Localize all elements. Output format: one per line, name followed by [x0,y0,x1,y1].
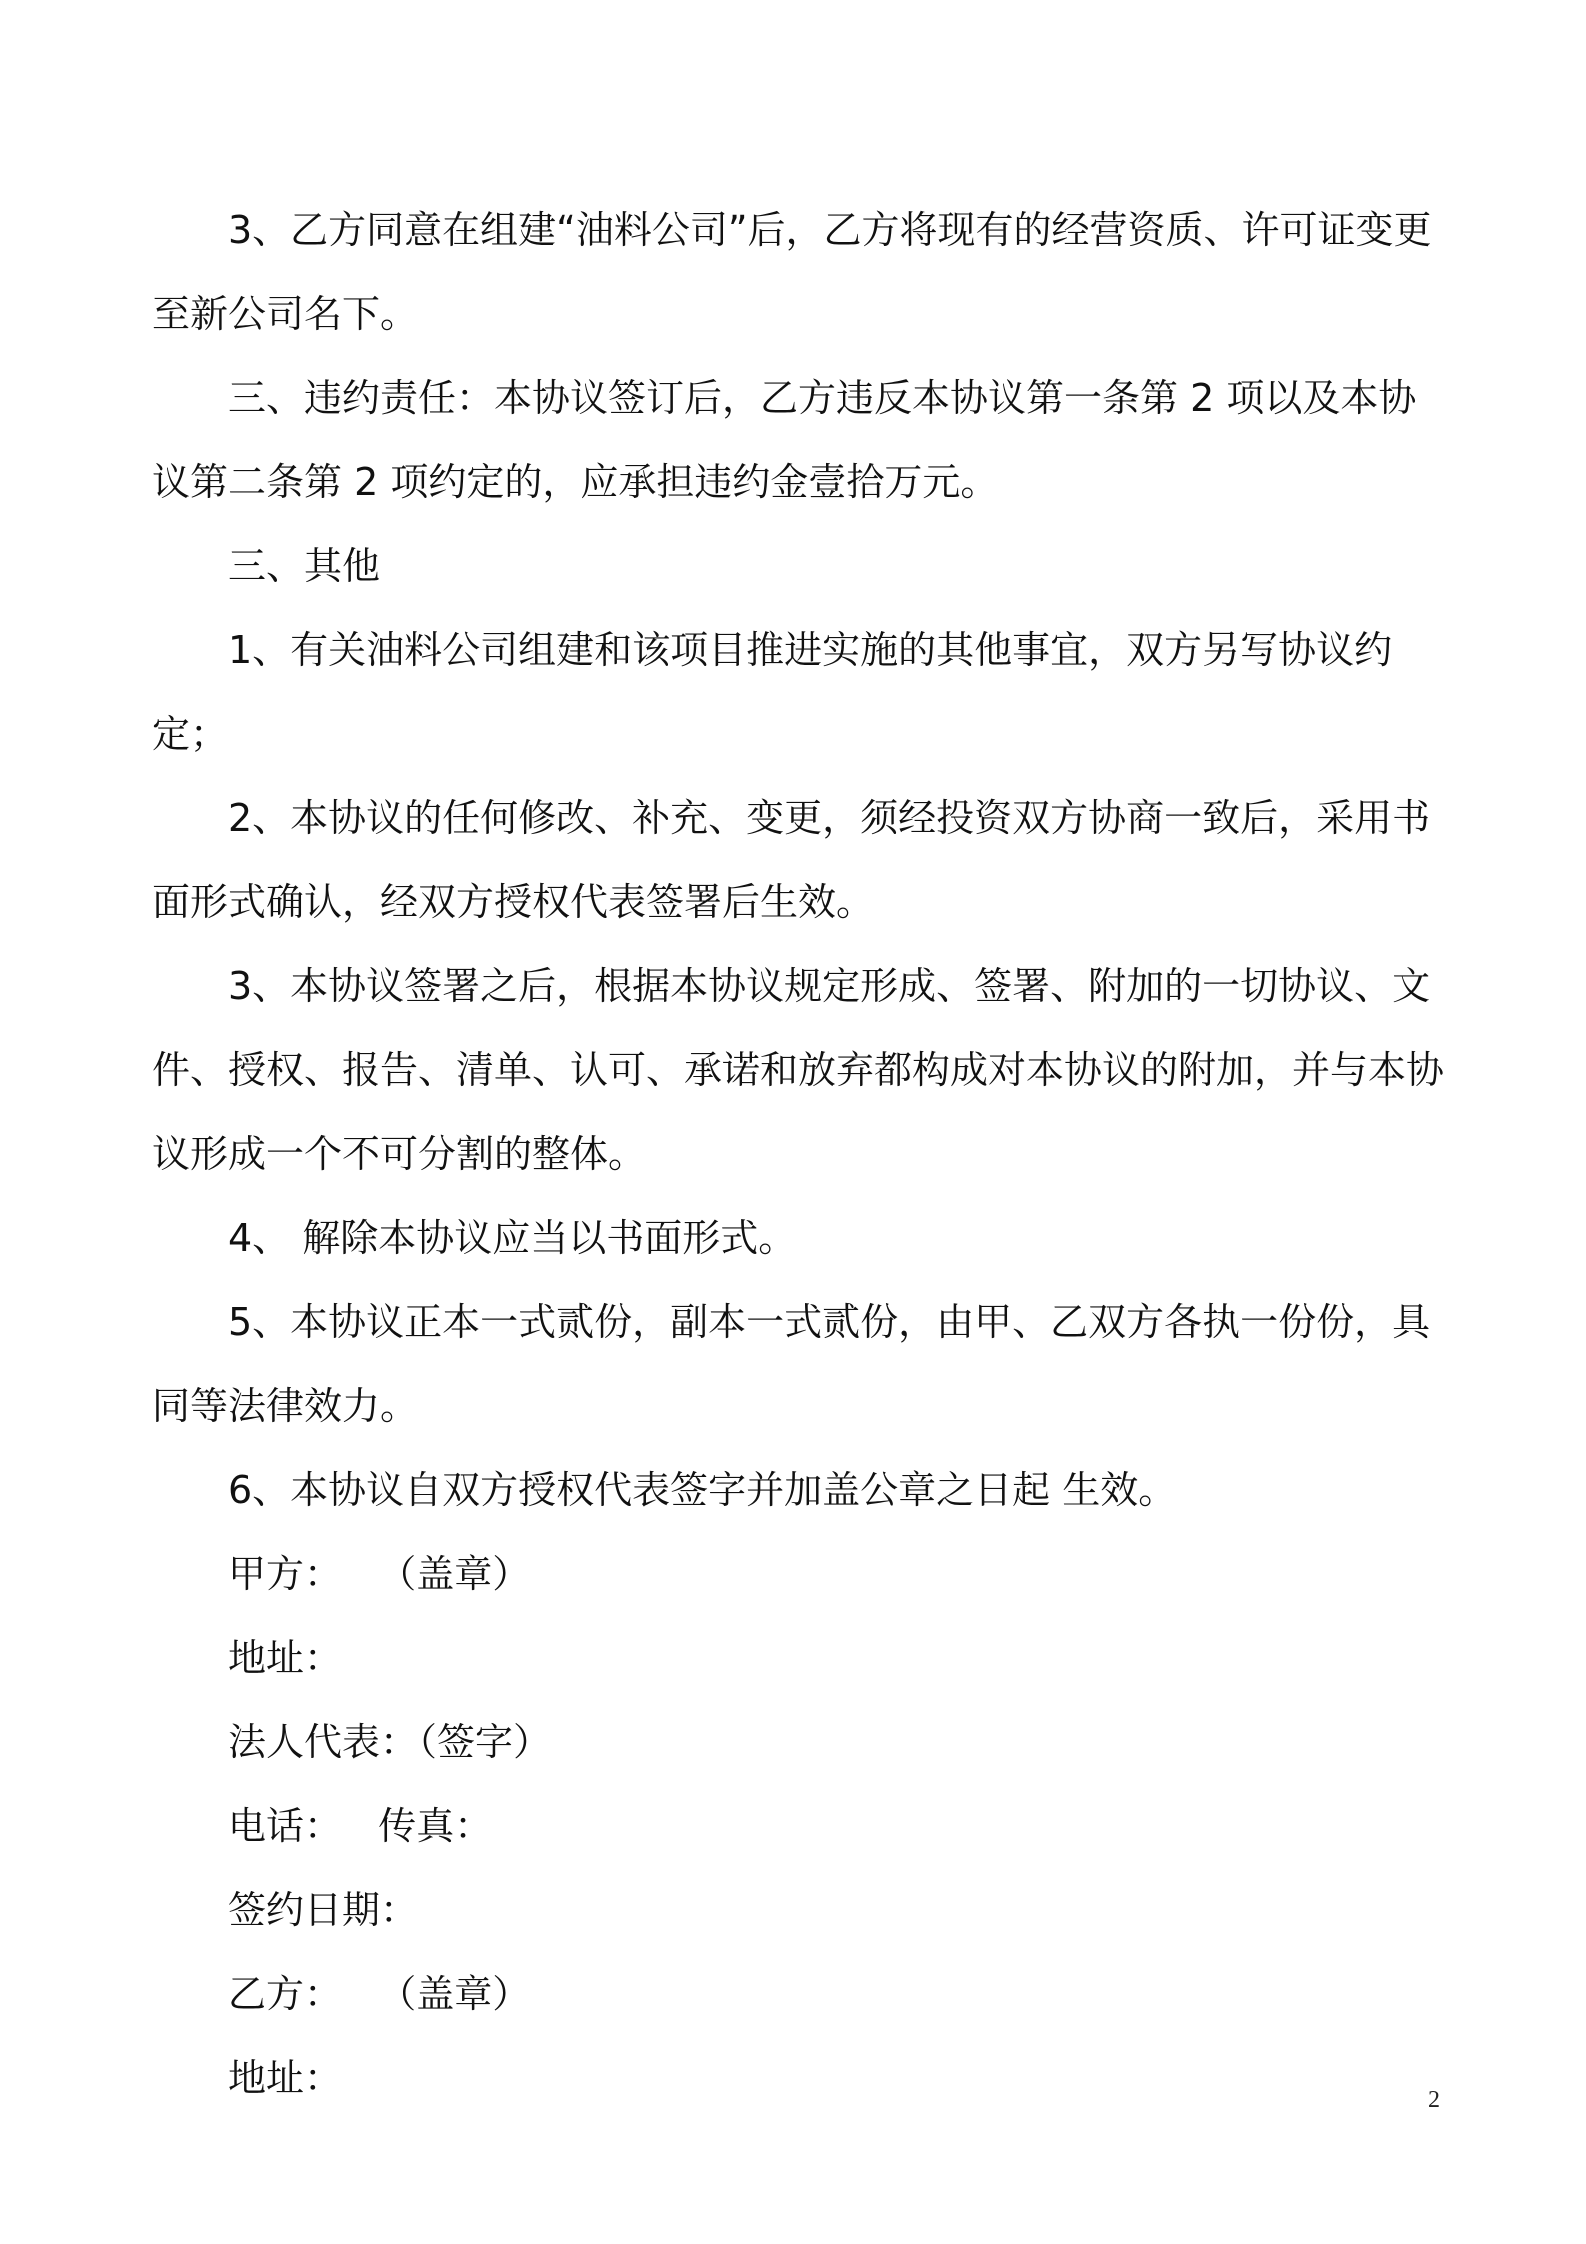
clause-paragraph: 3、本协议签署之后，根据本协议规定形成、签署、附加的一切协议、文件、授权、报告、清单、认可、承诺和放弃都构成对本协议的附加，并与本协议形成一个不可分割的整体。 [152,964,1445,1176]
party-b-address-line: 地址： [228,2056,343,2100]
document-body [152,188,1444,2120]
clause-paragraph: 3、乙方同意在组建“油料公司”后，乙方将现有的经营资质、许可证变更至新公司名下。 [152,208,1432,336]
clause-paragraph: 4、 解除本协议应当以书面形式。 [228,1216,797,1260]
party-b-seal-line: 乙方： （盖章） [228,1972,531,2016]
signing-date-line: 签约日期： [228,1888,419,1932]
party-a-seal-line: 甲方： （盖章） [228,1552,531,1596]
clause-paragraph: 6、本协议自双方授权代表签字并加盖公章之日起 生效。 [228,1468,1177,1512]
page-number: 2 [1428,2087,1440,2113]
clause-paragraph: 1、有关油料公司组建和该项目推进实施的其他事宜，双方另写协议约定； [152,628,1393,756]
clause-paragraph: 5、本协议正本一式贰份，副本一式贰份，由甲、乙双方各执一份份，具同等法律效力。 [152,1300,1431,1428]
breach-liability-paragraph: 三、违约责任：本协议签订后，乙方违反本协议第一条第 2 项以及本协议第二条第 2 项约定的，应承担违约金壹拾万元。 [152,376,1417,504]
party-a-address-line: 地址： [228,1636,343,1680]
section-heading-other: 三、其他 [228,544,381,588]
phone-fax-line: 电话： 传真： [228,1804,493,1848]
clause-paragraph: 2、本协议的任何修改、补充、变更，须经投资双方协商一致后，采用书面形式确认，经双方授权代表签署后生效。 [152,796,1431,924]
legal-representative-line: 法人代表：（签字） [228,1720,552,1764]
